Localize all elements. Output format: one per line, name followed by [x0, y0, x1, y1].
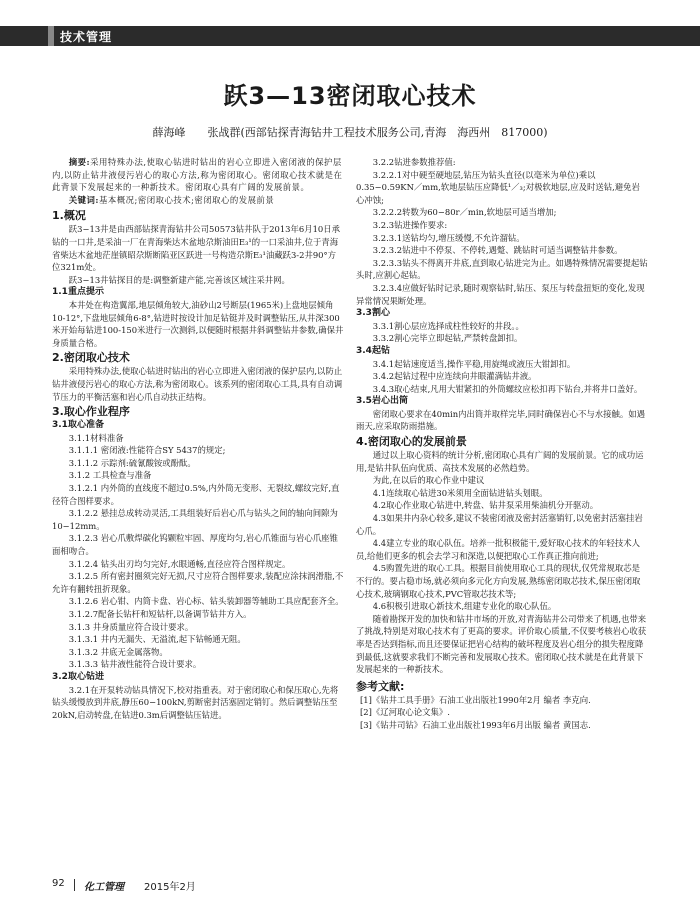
right-column: [356, 156, 648, 876]
paragraph: 本井处在构造翼部,地层倾角较大,油砂山2号断层(1965米)上盘地层倾角10-12°,下盘地层倾角6-8°,钻进时按设计加足钻铤并及时调整钻压,从井深300米开始每钻进100-150米进行一次测斜,以便随时根据井斜调整钻井参数,确保井身质量合格。: [52, 299, 344, 348]
subsection-heading: 3.2取心钻进: [52, 671, 104, 682]
subsection-heading: 3.3割心: [356, 308, 390, 319]
section-heading: 4.密闭取心的发展前景: [356, 435, 467, 449]
references-list: [356, 694, 648, 732]
issue-date: 2015年2月: [144, 882, 196, 893]
subsection-heading: 3.4起钻: [356, 345, 390, 356]
subsection-heading: 3.1取心准备: [52, 420, 104, 431]
keywords-text: 基本概况;密闭取心技术;密闭取心的发展前景: [99, 194, 275, 205]
section-heading: 1.概况: [52, 209, 86, 223]
left-column: [52, 156, 344, 876]
paragraph: 跃3−13井是由西部钻探青海钻井公司50573钻井队于2013年6月10日承钻的一口井,是采油一厂在青海柴达木盆地尕斯油田E₃¹的一口采油井,位于青海省柴达木盆地茫崖镇昭尕斯断陷亚区跃进一号构造尕斯E₃¹油藏跃3-2井90°方位321m处。: [52, 224, 340, 273]
paragraph: 3.2.3.1送钻均匀,增压缓慢,不允许溜钻。: [372, 232, 525, 243]
header-accent: [48, 26, 54, 46]
paragraph: 为此,在以后的取心作业中建议: [372, 475, 485, 486]
subsection-heading: 3.5岩心出筒: [356, 396, 408, 407]
paragraph: 3.4.3取心结束,凡用大钳紧扣的外筒螺纹应松扣再下钻台,并将井口盖好。: [372, 383, 643, 394]
paragraph: 3.2.2钻进参数推荐值:: [372, 157, 456, 167]
subsection-heading: 1.1重点提示: [52, 287, 104, 298]
paragraph: 3.2.2.1对中硬至硬地层,钻压为钻头直径(以毫米为单位)乘以0.35−0.59KN／mm,软地层钻压应降低¹／₃;对极软地层,应及时送钻,避免岩心冲蚀;: [356, 169, 640, 205]
paragraph: 4.1连续取心钻进30米须用全面钻进钻头划眼。: [372, 487, 548, 498]
right-body: [356, 156, 648, 676]
article-title: 跃3—13密闭取心技术: [223, 82, 477, 110]
reference-item: [2]《辽河取心论文集》.: [360, 707, 450, 718]
paragraph: 3.1.3.3 钻井液性能符合设计要求。: [68, 659, 202, 670]
paragraph: 4.6积极引进取心新技术,组建专业化的取心队伍。: [372, 601, 557, 612]
paragraph: 4.2取心作业取心钻进中,转盘、钻井泵采用柴油机分开驱动。: [372, 500, 599, 511]
paragraph: 通过以上取心资料的统计分析,密闭取心具有广阔的发展前景。它的成功运用,是钻井队伍向优质、高技术发展的必然趋势。: [356, 450, 644, 473]
section-header-band: [0, 26, 700, 46]
paragraph: 3.2.3钻进操作要求:: [372, 219, 448, 230]
reference-item: [1]《钻井工具手册》石油工业出版社1990年2月 编者 李克向.: [360, 694, 591, 705]
page-number: 92: [52, 878, 65, 889]
paragraph: 3.1.2.4 钻头出刃均匀完好,水眼通畅,直径应符合图样规定。: [68, 558, 291, 569]
reference-item: [3]《钻井司钻》石油工业出版社1993年6月出版 编者 黄国志.: [360, 719, 591, 730]
left-body: [52, 208, 344, 721]
footer-divider: [74, 879, 75, 891]
paragraph: 3.1.1材料准备: [68, 432, 124, 443]
paragraph: 跃3−13井钻探目的是:调整新建产能,完善该区域注采井网。: [68, 274, 290, 285]
paragraph: 3.2.3.3钻头不得离开井底,直到取心钻进完为止。如遇特殊情况需要提起钻头时,应割心起钻。: [356, 257, 648, 281]
paragraph: 4.5购置先进的取心工具。根据目前使用取心工具的现状,仅凭常规取芯是不行的。要占稳市场,就必须向多元化方向发展,熟练密闭取芯技术,保压密闭取心技术,玻璃钢取心技术,PVC管取芯技术等;: [356, 563, 641, 599]
keywords: [52, 194, 344, 207]
paragraph: 3.2.2.2转数为60−80r／min,软地层可适当增加;: [372, 207, 557, 218]
abstract-text: 采用特殊办法,使取心钻进时钻出的岩心立即进入密闭液的保护层内,以防止钻井液侵污岩心的取心方法,称为密闭取心。密闭取心技术就是在此背景下发展起来的一种新技术。密闭取心具有广阔的发展前景。: [52, 157, 343, 193]
paragraph: 3.1.2.1 内外筒的直线度不超过0.5%,内外筒无变形、无裂纹,螺纹完好,直径符合图样要求。: [52, 483, 340, 506]
paragraph: 4.3如果井内杂心较多,建议不装密闭液及密封活塞销钉,以免密封活塞挂岩心爪。: [356, 513, 643, 536]
paragraph: 3.1.2 工具检查与准备: [68, 470, 152, 481]
section-label: 技术管理: [60, 30, 113, 44]
page-footer: [52, 878, 648, 892]
abstract-label: 摘要:: [68, 157, 91, 167]
paragraph: 3.1.3.1 井内无漏失、无溢流,起下钻畅通无阻。: [68, 634, 246, 645]
paragraph: 3.1.2.5 所有密封圈须完好无损,尺寸应符合图样要求,装配应涂抹润滑脂,不允许有翻转扭折现象。: [52, 571, 344, 594]
paragraph: 3.1.3 井身质量应符合设计要求。: [68, 621, 194, 632]
magazine-name: 化工管理: [84, 882, 124, 893]
paragraph: 3.1.2.3 岩心爪敷焊碳化钨颗粒牢固、厚度均匀,岩心爪锥面与岩心爪座锥面相吻合。: [52, 533, 338, 557]
paragraph: 3.1.2.6 岩心钳、内筒卡盘、岩心标、钻头装卸器等辅助工具应配套齐全。: [68, 596, 344, 607]
section-heading: 3.取心作业程序: [52, 405, 130, 419]
paragraph: 4.4建立专业的取心队伍。培养一批积极能干,爱好取心技术的年轻技术人员,给他们更多的机会去学习和深造,以便把取心工作真正推向前进;: [356, 538, 641, 561]
paragraph: 3.4.2起钻过程中应连续向井眼灌满钻井液。: [372, 371, 537, 382]
paragraph: 随着勘探开发的加快和钻井市场的开放,对青海钻井公司带来了机遇,也带来了挑战,特别是对取心技术有了更高的要求。评价取心质量,不仅要考核岩心收获率是否达到指标,而且还要保证把岩心结构的破坏程度及岩心组分的损失程度降到最低,这就要求我们不断完善和发展取心技术。密闭取心技术就是在此背景下发展起来的一种新技术。: [356, 613, 647, 675]
section-heading: 2.密闭取心技术: [52, 351, 130, 365]
article-authors: 薛海峰 张战群(西部钻探青海钻井工程技术服务公司,青海 海西州 817000): [152, 126, 548, 139]
references-heading: 参考文献:: [356, 679, 405, 693]
paragraph: 3.2.3.4应做好钻时记录,随时观察钻时,钻压、泵压与转盘扭矩的变化,发现异常情况果断处理。: [356, 282, 645, 306]
paragraph: 3.2.1在开泵转动钻具情况下,校对指重表。对于密闭取心和保压取心,先将钻头缓慢放到井底,静压60−100kN,剪断密封活塞固定销钉。然后调整钻压至20kN,启动转盘,在钻进0.3m后调整钻压钻进。: [52, 684, 339, 720]
paragraph: 3.2.3.2钻进中不停泵、不停转,遇蹩、跳钻时可适当调整钻井参数。: [372, 245, 623, 256]
paragraph: 3.1.2.7配备长钻杆和短钻杆,以备调节钻井方入。: [68, 609, 252, 619]
paragraph: 3.1.1.1 密闭液:性能符合SY 5437的规定;: [68, 445, 226, 456]
paragraph: 采用特殊办法,使取心钻进时钻出的岩心立即进入密闭液的保护层内,以防止钻井液侵污岩心的取心方法,称为密闭取心。该系列的密闭取心工具,具有自动调节压力的平衡活塞和岩心爪自动扶正结构。: [52, 366, 343, 402]
keywords-label: 关键词:: [68, 194, 100, 205]
paragraph: 3.1.3.2 井底无金属落物。: [68, 646, 168, 657]
abstract: [52, 156, 344, 194]
paragraph: 密闭取心要求在40min内出筒并取样完毕,同时确保岩心不与水接触。如遇雨天,应采取防雨措施。: [356, 408, 646, 432]
paragraph: 3.1.2.2 悬挂总成转动灵活,工具组装好后岩心爪与钻头之间的轴向间隙为10−12mm。: [52, 508, 338, 531]
paragraph: 3.1.1.2 示踪剂:硫氰酸铵或酚酞。: [68, 457, 196, 468]
paragraph: 3.4.1起钻速度适当,操作平稳,用旋绳或液压大钳卸扣。: [372, 358, 576, 369]
paragraph: 3.3.2割心完毕立即起钻,严禁转盘卸扣。: [372, 333, 523, 344]
paragraph: 3.3.1割心层应选择成柱性较好的井段。。: [372, 320, 524, 331]
